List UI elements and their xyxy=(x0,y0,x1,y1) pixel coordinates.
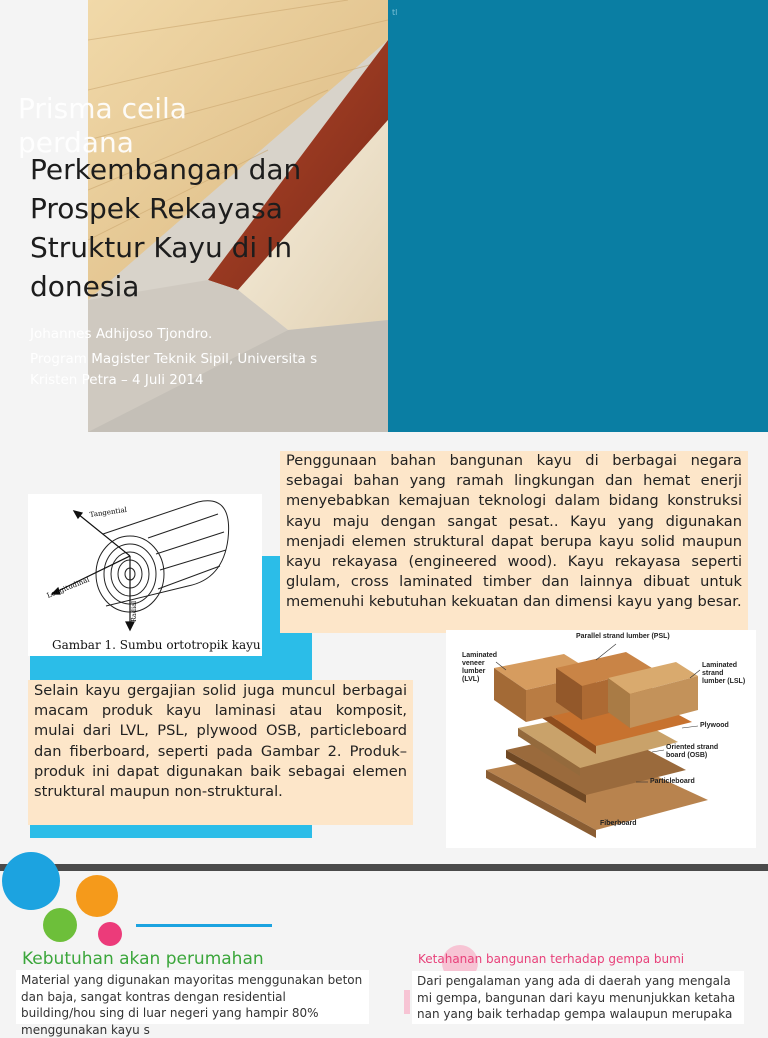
label-osb: Oriented strand board (OSB) xyxy=(666,744,719,759)
label-lsl: Laminated strand lumber (LSL) xyxy=(702,662,746,685)
brand-name: Prisma ceila perdana xyxy=(18,92,187,159)
slide-divider xyxy=(0,864,768,871)
paragraph-engineered-wood: Penggunaan bahan bangunan kayu di berbagai negara sebagai bahan yang ramah lingkungan dan hemat enerji menyebabkan kemajuan teknologi dalam bidang konstruksi kayu maju dengan sangat pesat.. Kayu yang digunakan menjadi elemen struktural dapat berupa kayu solid maupun kayu rekayasa (engineered wood). Kayu rekayasa seperti glulam, cross laminated timber dan lainnya dibuat untuk memenuhi kebutuhan kekuatan dan dimensi kayu yang besar. xyxy=(280,451,748,633)
axis-label-tangential: Tangential xyxy=(89,505,128,519)
decor-circle-green xyxy=(43,908,77,942)
log-illustration xyxy=(28,494,262,634)
decor-circle-orange xyxy=(76,875,118,917)
figure-wood-products xyxy=(446,630,756,848)
heading-housing-need: Kebutuhan akan perumahan xyxy=(22,949,264,969)
figure-orthotropic-axes xyxy=(28,494,262,656)
corner-mark: tl xyxy=(392,8,398,17)
label-fiberboard: Fiberboard xyxy=(600,820,637,827)
label-lvl: Laminated veneer lumber (LVL) xyxy=(462,652,498,683)
page-title: Perkembangan dan Prospek Rekayasa Struktur Kayu di In donesia xyxy=(30,153,302,303)
paragraph-housing-need: Material yang digunakan mayoritas menggunakan beton dan baja, sangat kontras dengan residential building/hou sing di luar negeri yang hampir 80% menggunakan kayu s xyxy=(16,970,369,1024)
decor-bar-pink xyxy=(404,990,410,1014)
label-plywood: Plywood xyxy=(700,722,729,729)
axis-label-radial: Radial xyxy=(130,600,138,622)
paragraph-earthquake-resistance: Dari pengalaman yang ada di daerah yang mengala mi gempa, bangunan dari kayu menunjukkan ketaha nan yang baik terhadap gempa walaupun merupaka xyxy=(412,971,744,1024)
figure-1-caption: Gambar 1. Sumbu ortotropik kayu xyxy=(52,638,261,652)
label-particleboard: Particleboard xyxy=(650,778,695,785)
paragraph-composite-products: Selain kayu gergajian solid juga muncul berbagai macam produk kayu laminasi atau komposit, mulai dari LVL, PSL, plywood OSB, particleboard dan fiberboard, seperti pada Gambar 2. Produk–produk ini dapat digunakan baik sebagai elemen struktural maupun non-struktural. xyxy=(28,680,413,825)
accent-panel xyxy=(388,0,768,432)
author-affiliation: Program Magister Teknik Sipil, Universita s Kristen Petra – 4 Juli 2014 xyxy=(30,351,318,388)
decor-circle-pink xyxy=(98,922,122,946)
title-slide xyxy=(0,0,768,432)
heading-earthquake-resistance: Ketahanan bangunan terhadap gempa bumi xyxy=(418,952,685,966)
label-psl: Parallel strand lumber (PSL) xyxy=(576,633,670,640)
author-name: Johannes Adhijoso Tjondro. xyxy=(30,326,213,342)
axis-label-longitudinal: Longitudinal xyxy=(45,575,91,600)
decor-circle-blue xyxy=(2,852,60,910)
decor-line xyxy=(136,924,272,927)
